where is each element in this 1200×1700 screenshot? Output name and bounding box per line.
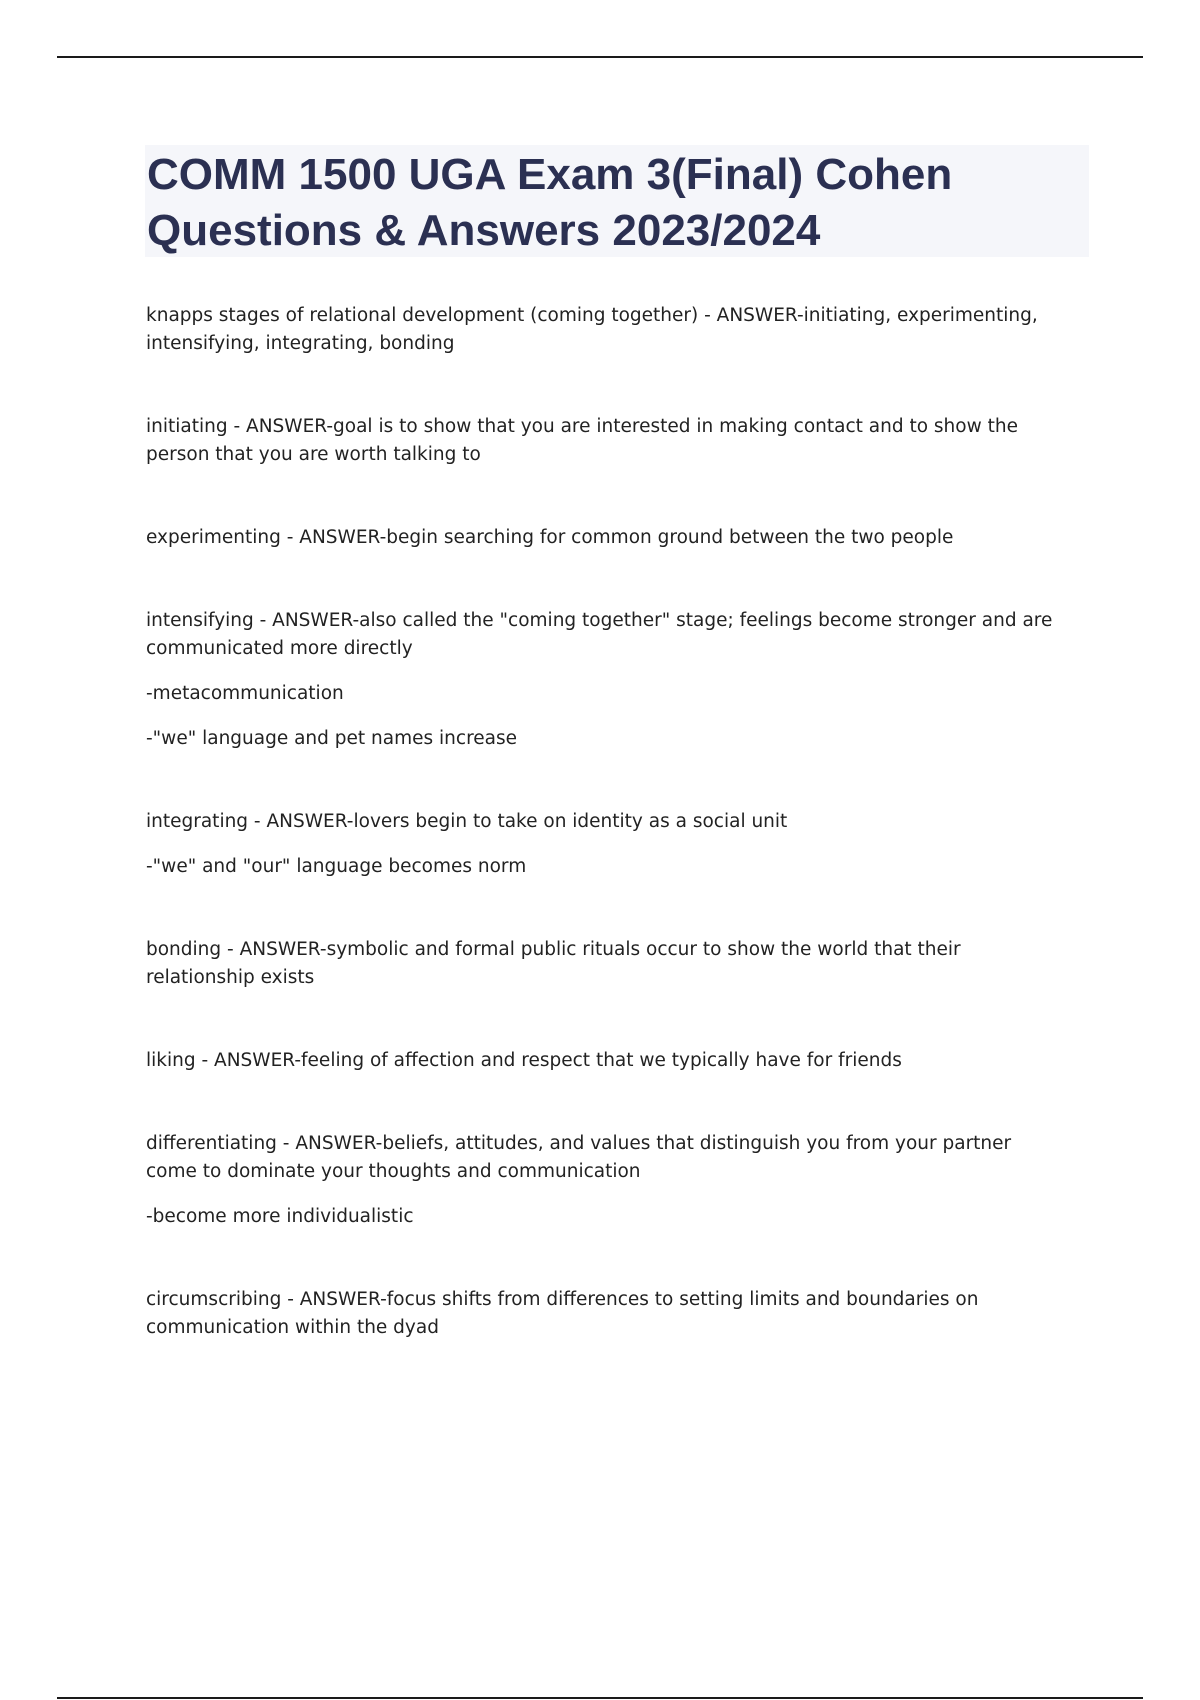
qa-entry <box>146 1286 1066 1342</box>
qa-text: initiating - ANSWER-goal is to show that you are interested in making contact and to show the person that you are worth talking to <box>146 416 1018 465</box>
qa-subpoint: -become more individualistic <box>146 1206 414 1227</box>
qa-text: knapps stages of relational development (coming together) - ANSWER-initiating, experimenting, intensifying, integrating, bonding <box>146 305 1038 354</box>
title-line-1: COMM 1500 UGA Exam 3(Final) Cohen <box>147 150 953 199</box>
qa-subpoint: -metacommunication <box>146 683 344 704</box>
qa-text: circumscribing - ANSWER-focus shifts from differences to setting limits and boundaries on communication within the dyad <box>146 1289 979 1338</box>
qa-entry <box>146 413 1066 469</box>
qa-entry <box>146 1130 1066 1231</box>
qa-entry <box>146 302 1066 358</box>
qa-list <box>146 302 1066 1397</box>
bottom-rule <box>57 1697 1143 1699</box>
qa-text: bonding - ANSWER-symbolic and formal public rituals occur to show the world that their relationship exists <box>146 939 961 988</box>
top-rule <box>57 56 1143 58</box>
qa-text: intensifying - ANSWER-also called the "coming together" stage; feelings become stronger and are communicated more directly <box>146 610 1053 659</box>
qa-entry <box>146 1047 1066 1075</box>
qa-subpoint: -"we" language and pet names increase <box>146 728 518 749</box>
qa-entry <box>146 524 1066 552</box>
qa-subpoint: -"we" and "our" language becomes norm <box>146 856 527 877</box>
qa-entry <box>146 936 1066 992</box>
qa-entry <box>146 808 1066 881</box>
qa-entry <box>146 607 1066 753</box>
qa-text: integrating - ANSWER-lovers begin to take on identity as a social unit <box>146 811 788 832</box>
title-line-2: Questions & Answers 2023/2024 <box>147 206 821 255</box>
qa-text: differentiating - ANSWER-beliefs, attitudes, and values that distinguish you from your partner come to dominate your thoughts and communication <box>146 1133 1012 1182</box>
qa-text: experimenting - ANSWER-begin searching for common ground between the two people <box>146 527 954 548</box>
qa-text: liking - ANSWER-feeling of affection and respect that we typically have for friends <box>146 1050 902 1071</box>
document-title <box>147 147 1087 259</box>
